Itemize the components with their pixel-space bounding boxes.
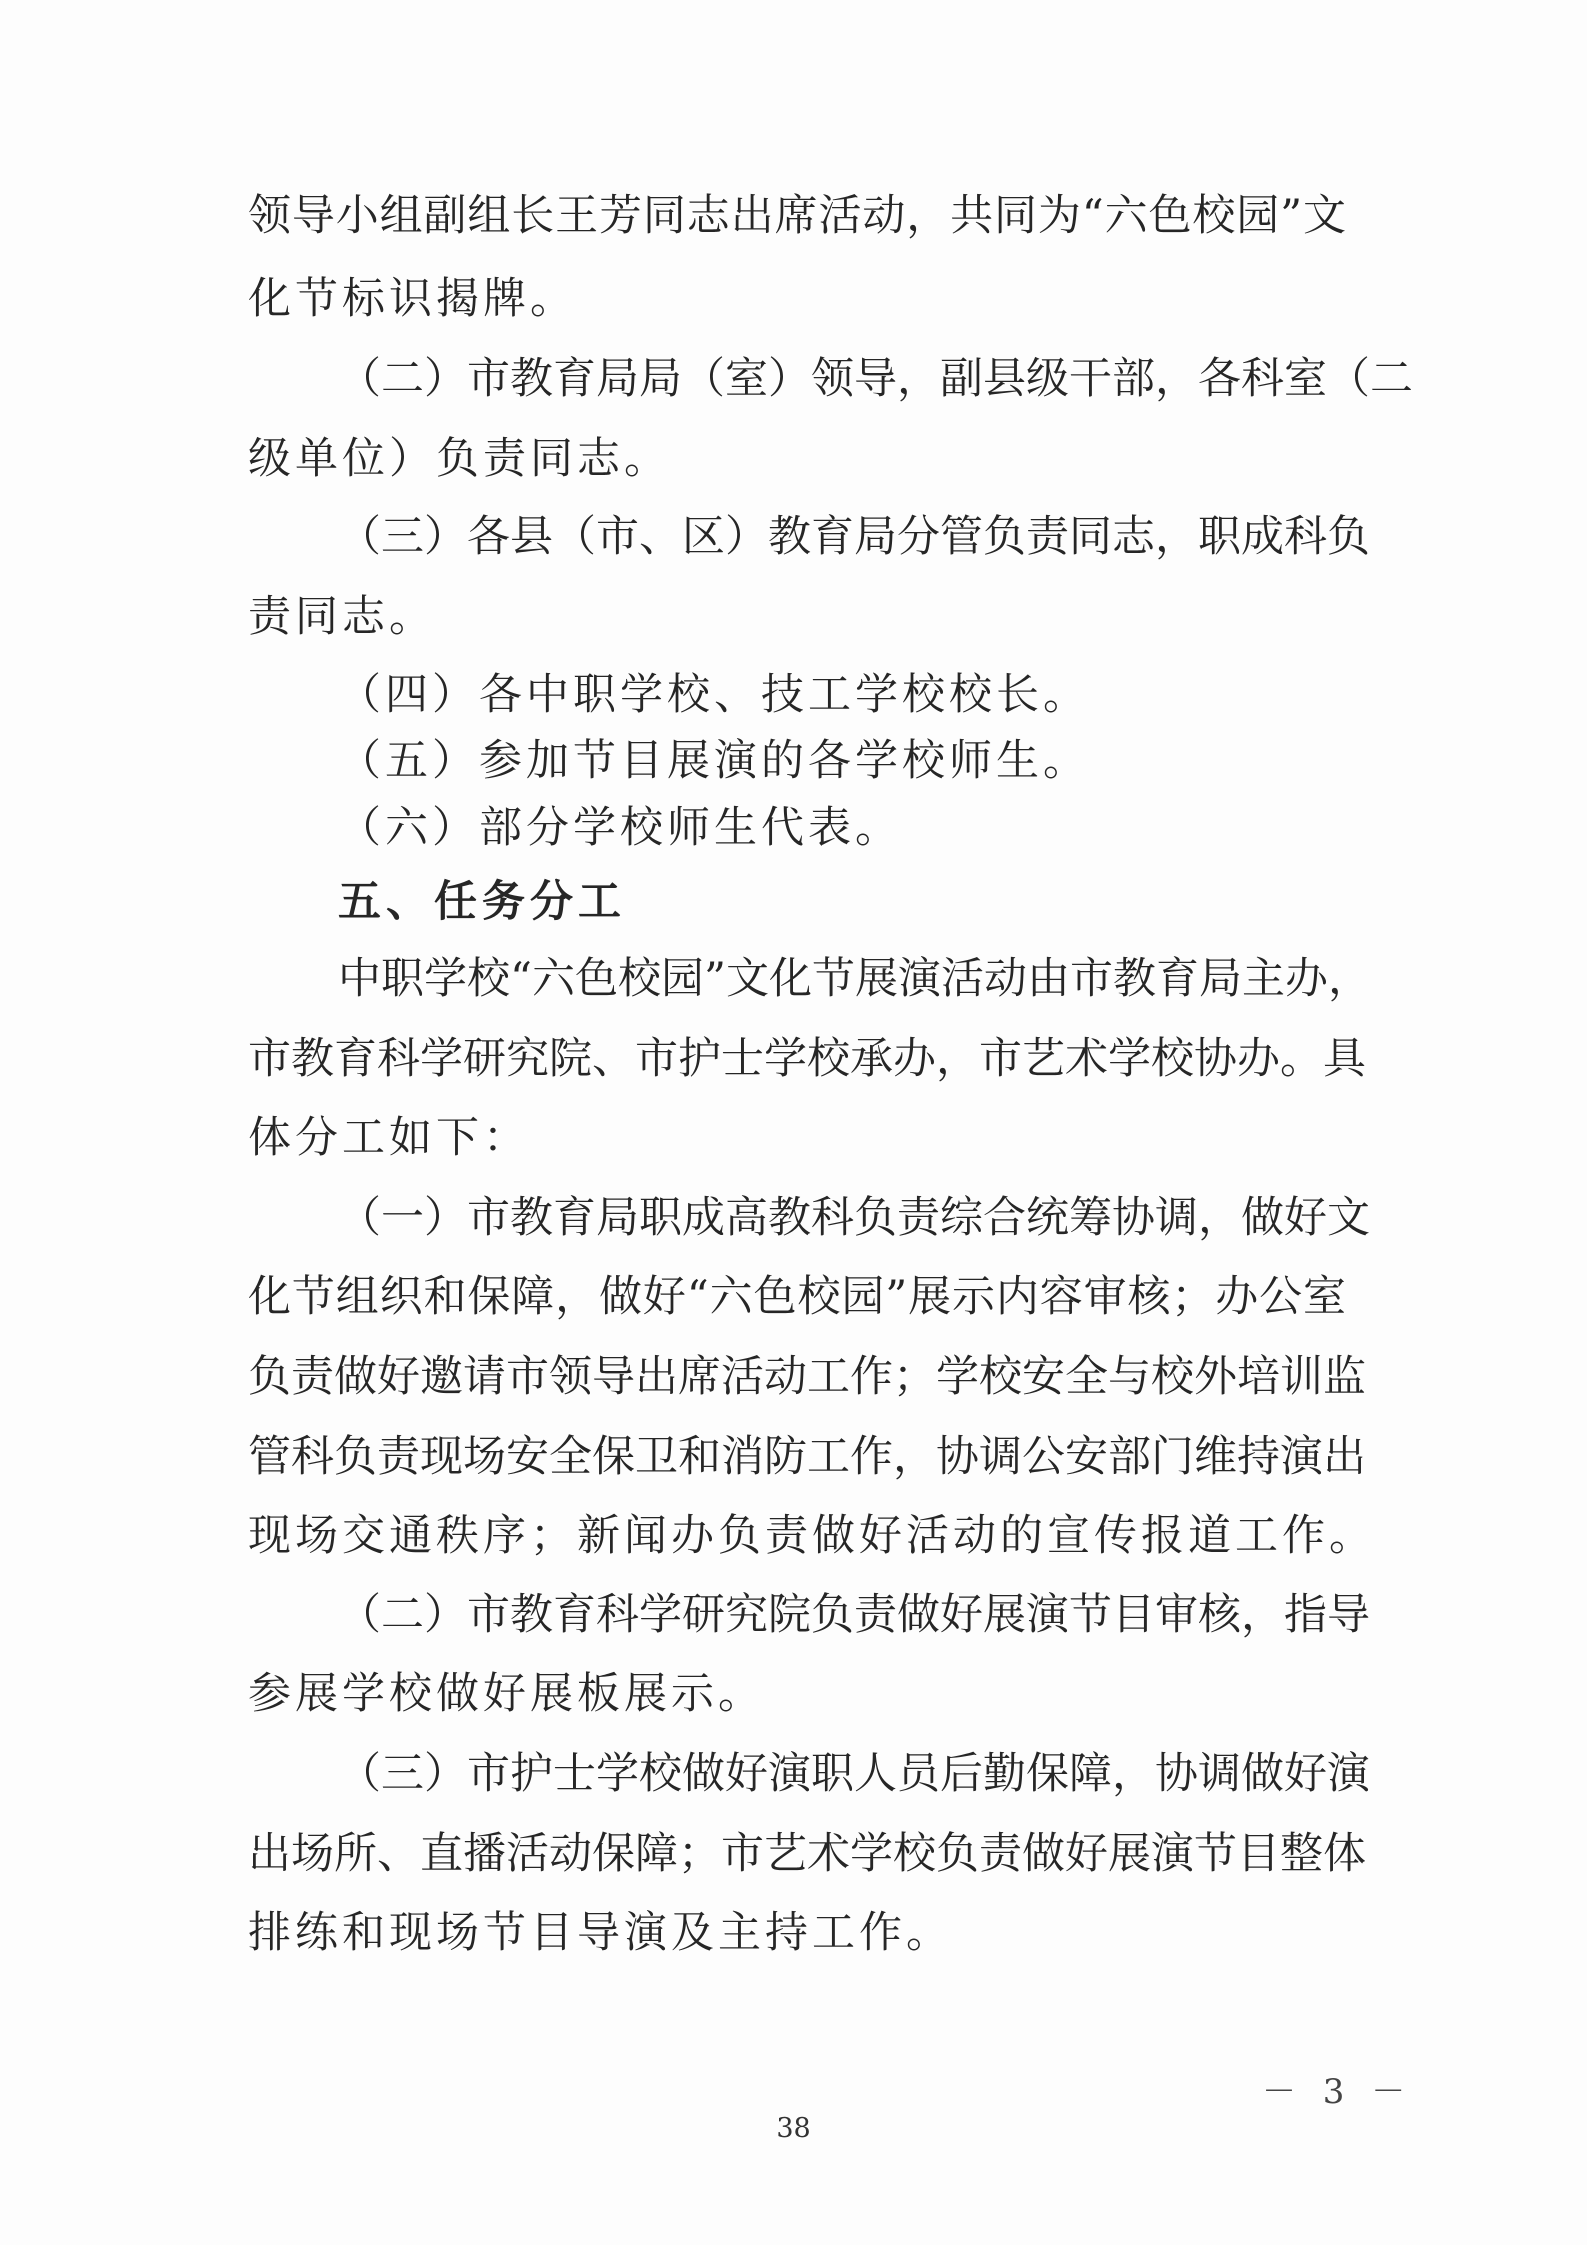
page-number-center: 38 bbox=[776, 2113, 811, 2144]
paragraph-line: 负责做好邀请市领导出席活动工作；学校安全与校外培训监 bbox=[248, 1352, 1366, 1402]
paragraph-line: （二）市教育局局（室）领导，副县级干部，各科室（二 bbox=[338, 354, 1413, 404]
paragraph-line: 中职学校“六色校园”文化节展演活动由市教育局主办， bbox=[338, 954, 1371, 1004]
paragraph-line: 排练和现场节目导演及主持工作。 bbox=[248, 1908, 953, 1958]
paragraph-line: （四）各中职学校、技工学校校长。 bbox=[338, 670, 1090, 720]
paragraph-line: （三）市护士学校做好演职人员后勤保障，协调做好演 bbox=[338, 1749, 1370, 1799]
paragraph-line: （二）市教育科学研究院负责做好展演节目审核，指导 bbox=[338, 1590, 1370, 1640]
paragraph-line: 化节组织和保障，做好“六色校园”展示内容审核；办公室 bbox=[248, 1272, 1346, 1322]
paragraph-line: 现场交通秩序；新闻办负责做好活动的宣传报道工作。 bbox=[248, 1511, 1376, 1561]
paragraph-line: 参展学校做好展板展示。 bbox=[248, 1669, 765, 1719]
paragraph-line: 管科负责现场安全保卫和消防工作，协调公安部门维持演出 bbox=[248, 1432, 1366, 1482]
paragraph-line: 化节标识揭牌。 bbox=[248, 274, 577, 324]
page-number-right: － 3 － bbox=[1262, 2072, 1414, 2112]
paragraph-line: （一）市教育局职成高教科负责综合统筹协调，做好文 bbox=[338, 1193, 1370, 1243]
paragraph-line: 领导小组副组长王芳同志出席活动，共同为“六色校园”文 bbox=[248, 191, 1346, 241]
paragraph-line: 级单位）负责同志。 bbox=[248, 434, 671, 484]
paragraph-line: 出场所、直播活动保障；市艺术学校负责做好展演节目整体 bbox=[248, 1829, 1366, 1879]
paragraph-line: 市教育科学研究院、市护士学校承办，市艺术学校协办。具 bbox=[248, 1034, 1366, 1084]
paragraph-line: （六）部分学校师生代表。 bbox=[338, 803, 902, 853]
paragraph-line: （五）参加节目展演的各学校师生。 bbox=[338, 736, 1090, 786]
paragraph-line: 体分工如下： bbox=[248, 1113, 530, 1163]
section-heading: 五、任务分工 bbox=[338, 877, 626, 927]
paragraph-line: 责同志。 bbox=[248, 592, 436, 642]
paragraph-line: （三）各县（市、区）教育局分管负责同志，职成科负 bbox=[338, 512, 1370, 562]
